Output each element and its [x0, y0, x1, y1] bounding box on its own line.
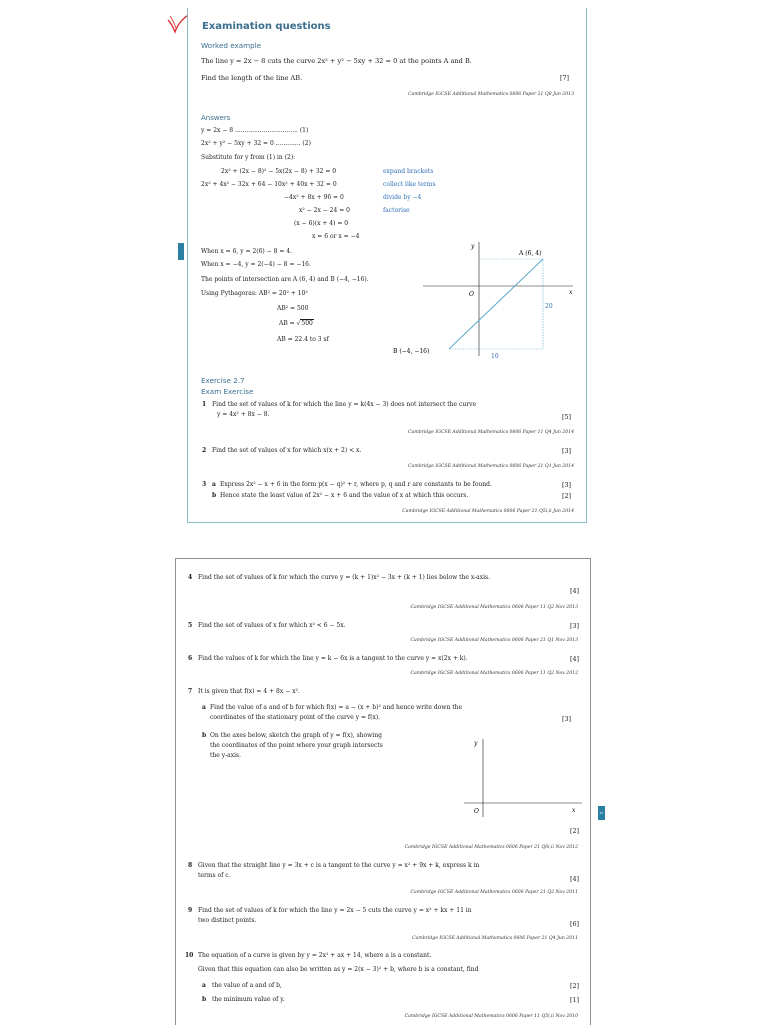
worked-marks: [7] — [560, 74, 570, 82]
q7b-text3: the y-axis. — [210, 752, 242, 759]
q6-number: 6 — [188, 655, 193, 662]
q1-text2: y = 4x² + 8x − 8. — [217, 411, 270, 418]
q7a-label: a — [202, 704, 206, 711]
step-2-note: collect like terms — [383, 181, 436, 188]
ab-root-value: 500 — [301, 320, 313, 327]
graph-x-label: x — [569, 289, 573, 296]
step-5-eq: (x − 6)(x + 4) = 0 — [294, 220, 349, 227]
q5-number: 5 — [188, 622, 193, 629]
q7b-text: On the axes below, sketch the graph of y = f(x), showing — [210, 732, 382, 739]
graph-origin-label: O — [469, 291, 474, 298]
q7b-label: b — [202, 732, 207, 739]
answer-eq2: 2x² + y² − 5xy + 32 = 0 ............. (2) — [201, 140, 311, 147]
q10-source: Cambridge IGCSE Additional Mathematics 0606 Paper 11 Q5i,ii Nov 2010 — [404, 1014, 578, 1019]
graph-label-10: 10 — [491, 353, 499, 360]
when-x-6: When x = 6, y = 2(6) − 8 = 4. — [201, 248, 292, 255]
q10a-label: a — [202, 982, 206, 989]
worked-example-title: Worked example — [201, 41, 262, 50]
step-4-note: factorise — [383, 207, 410, 214]
q1-marks: [5] — [562, 413, 572, 421]
q7b-marks: [2] — [570, 827, 580, 835]
ab-root — [279, 320, 314, 328]
q8-number: 8 — [188, 862, 193, 869]
q3a-text: Express 2x² − x + 6 in the form p(x − q)² + r, where p, q and r are constants to be found. — [220, 481, 492, 488]
textbook-page-top — [187, 8, 587, 523]
q9-number: 9 — [188, 907, 193, 914]
worked-source: Cambridge IGCSE Additional Mathematics 0606 Paper 21 Q8 Jun 2013 — [408, 92, 574, 97]
graph-y-label: y — [471, 243, 475, 250]
q3a-label: a — [212, 481, 216, 488]
answers-title: Answers — [201, 114, 231, 122]
q9-text2: two distinct points. — [198, 917, 257, 924]
q7a-text2: coordinates of the stationary point of the curve y = f(x). — [210, 714, 381, 721]
q6-source: Cambridge IGCSE Additional Mathematics 0606 Paper 11 Q2 Nov 2012 — [410, 671, 578, 676]
q3b-marks: [2] — [562, 492, 572, 500]
q7-source: Cambridge IGCSE Additional Mathematics 0606 Paper 21 Q6i,ii Nov 2012 — [404, 845, 578, 850]
q7a-text: Find the value of a and of b for which f(x) = a − (x + b)² and hence write down the — [210, 704, 463, 711]
step-6-eq: x = 6 or x = −4 — [312, 233, 360, 240]
q7-number: 7 — [188, 688, 193, 695]
q3a-marks: [3] — [562, 481, 572, 489]
q4-number: 4 — [188, 574, 193, 581]
q1-number: 1 — [202, 401, 207, 408]
q9-source: Cambridge IGCSE Additional Mathematics 0606 Paper 21 Q4 Jun 2011 — [412, 936, 578, 941]
pythagoras-line: Using Pythagoras: AB² = 20² + 10² — [201, 290, 308, 297]
q10b-marks: [1] — [570, 996, 580, 1004]
q4-text: Find the set of values of k for which the curve y = (k + 1)x² − 3x + (k + 1) lies below the x-axis. — [198, 574, 491, 581]
q7-y-label: y — [474, 740, 478, 747]
worked-question: The line y = 2x − 8 cuts the curve 2x² + y² − 5xy + 32 = 0 at the points A and B. — [201, 57, 472, 65]
q5-marks: [3] — [570, 622, 580, 630]
q2-number: 2 — [202, 447, 207, 454]
exercise-subtitle: Exam Exercise — [201, 387, 254, 396]
ab-root-lhs: AB = — [279, 320, 297, 327]
q1-text: Find the set of values of k for which the line y = k(4x − 3) does not intersect the curve — [212, 401, 477, 408]
step-3-note: divide by −4 — [383, 194, 422, 201]
side-tab-left — [178, 243, 184, 260]
step-3-eq: −4x² + 8x + 96 = 0 — [284, 194, 344, 201]
graph-point-b: B (−4, −16) — [393, 348, 430, 355]
q7-intro: It is given that f(x) = 4 + 8x − x². — [198, 688, 300, 695]
q7b-text2: the coordinates of the point where your graph intersects — [210, 742, 383, 749]
ab-squared: AB² = 500 — [277, 305, 309, 312]
intersection-points: The points of intersection are A (6, 4) and B (−4, −16). — [201, 276, 369, 283]
sqrt-icon: √ — [296, 320, 301, 327]
q3b-text: Hence state the least value of 2x² − x + 6 and the value of x at which this occurs. — [220, 492, 469, 499]
step-1-note: expand brackets — [383, 168, 434, 175]
step-1-eq: 2x² + (2x − 8)² − 5x(2x − 8) + 32 = 0 — [221, 168, 337, 175]
graph-line-ab — [449, 259, 543, 349]
q10b-label: b — [202, 996, 207, 1003]
q2-source: Cambridge IGCSE Additional Mathematics 0606 Paper 21 Q1 Jun 2014 — [408, 464, 574, 469]
q6-marks: [4] — [570, 655, 580, 663]
q2-text: Find the set of values of x for which x(x + 2) < x. — [212, 447, 362, 454]
q6-text: Find the values of k for which the line y = k − 6x is a tangent to the curve y = x(2x + k). — [198, 655, 468, 662]
graph-label-20: 20 — [545, 303, 553, 310]
q3-number: 3 — [202, 481, 207, 488]
answer-eq1: y = 2x − 8 ................................. (1) — [201, 127, 309, 134]
q4-source: Cambridge IGCSE Additional Mathematics 0606 Paper 11 Q2 Nov 2013 — [410, 605, 578, 610]
q8-marks: [4] — [570, 875, 580, 883]
q7-x-label: x — [572, 807, 576, 814]
page-number-tab: 47 — [598, 806, 605, 820]
q10-text2: Given that this equation can also be written as y = 2(x − 3)² + b, where b is a constant, find — [198, 966, 479, 973]
worked-find: Find the length of the line AB. — [201, 74, 303, 82]
q7-origin-label: O — [474, 808, 479, 815]
answer-substitute: Substitute for y from (1) in (2): — [201, 154, 296, 161]
graph-point-a: A (6, 4) — [519, 250, 542, 257]
q9-marks: [6] — [570, 920, 580, 928]
step-4-eq: x² − 2x − 24 = 0 — [299, 207, 350, 214]
q7-sketch-axes — [456, 731, 586, 821]
q7a-marks: [3] — [562, 715, 572, 723]
q2-marks: [3] — [562, 447, 572, 455]
section-heading: Examination questions — [202, 21, 331, 32]
exercise-title: Exercise 2.7 — [201, 376, 245, 385]
q10a-text: the value of a and of b, — [212, 982, 282, 989]
q9-text: Find the set of values of k for which the line y = 2x − 5 cuts the curve y = x² + kx + 11 in — [198, 907, 472, 914]
q8-text: Given that the straight line y = 3x + c is a tangent to the curve y = x² + 9x + k, express k in — [198, 862, 480, 869]
ab-value: AB = 22.4 to 3 sf — [277, 336, 329, 343]
q10-text: The equation of a curve is given by y = 2x² + ax + 14, where a is a constant. — [198, 952, 432, 959]
q10a-marks: [2] — [570, 982, 580, 990]
when-x-minus4: When x = −4, y = 2(−4) − 8 = −16. — [201, 261, 311, 268]
q3b-label: b — [212, 492, 217, 499]
q5-text: Find the set of values of x for which x² < 6 − 5x. — [198, 622, 346, 629]
q8-source: Cambridge IGCSE Additional Mathematics 0606 Paper 21 Q2 Nov 2011 — [410, 890, 578, 895]
worked-example-graph — [393, 236, 583, 362]
q10b-text: the minimum value of y. — [212, 996, 285, 1003]
q4-marks: [4] — [570, 587, 580, 595]
q5-source: Cambridge IGCSE Additional Mathematics 0606 Paper 21 Q1 Nov 2013 — [410, 638, 578, 643]
q8-text2: terms of c. — [198, 872, 231, 879]
step-2-eq: 2x² + 4x² − 32x + 64 − 10x² + 40x + 32 = 0 — [201, 181, 337, 188]
textbook-page-bottom — [175, 558, 591, 1025]
q3-source: Cambridge IGCSE Additional Mathematics 0606 Paper 21 Q5i,ii Jun 2014 — [402, 509, 574, 514]
q10-number: 10 — [185, 952, 194, 959]
q1-source: Cambridge IGCSE Additional Mathematics 0606 Paper 11 Q4 Jun 2014 — [408, 430, 574, 435]
